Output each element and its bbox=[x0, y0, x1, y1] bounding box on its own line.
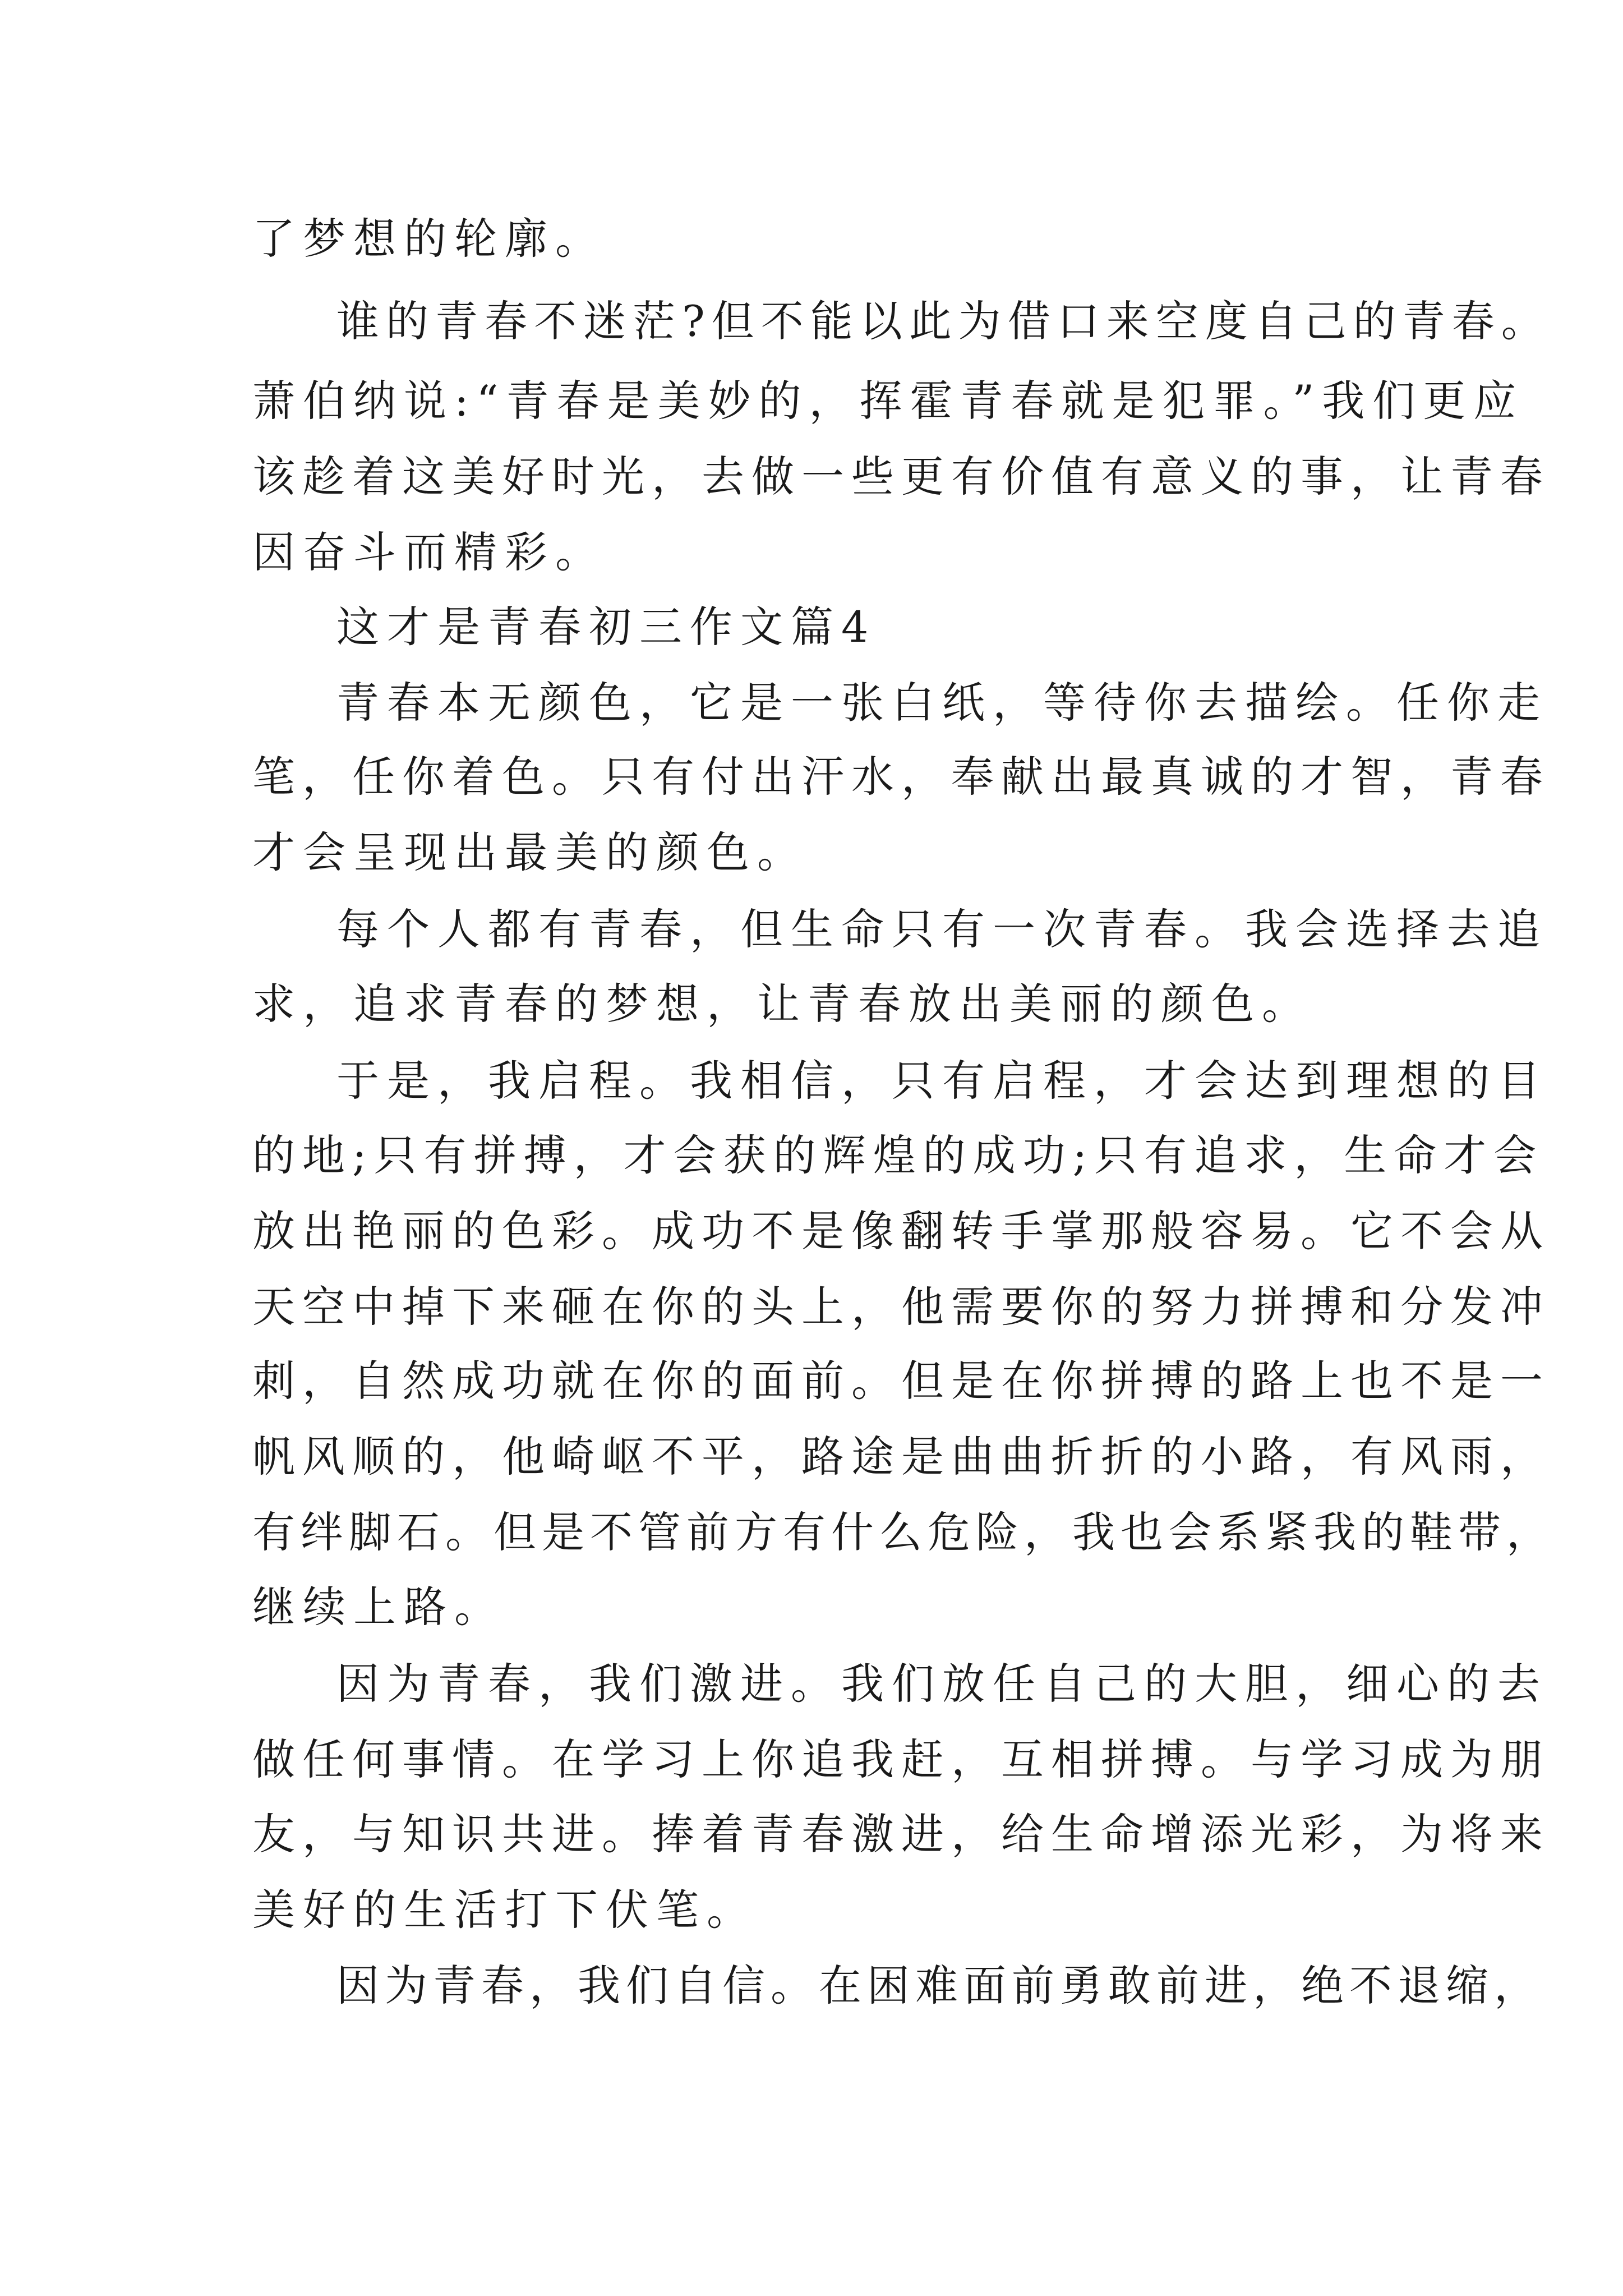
text-line: 放出艳丽的色彩。成功不是像翻转手掌那般容易。它不会从 bbox=[252, 1206, 1550, 1256]
text-line: 萧伯纳说:“青春是美妙的，挥霍青春就是犯罪。”我们更应 bbox=[252, 376, 1524, 426]
text-line: 每个人都有青春，但生命只有一次青春。我会选择去追 bbox=[336, 904, 1548, 954]
text-line: 刺，自然成功就在你的面前。但是在你拼搏的路上也不是一 bbox=[252, 1356, 1550, 1406]
text-line: 有绊脚石。但是不管前方有什么危险，我也会系紧我的鞋带， bbox=[252, 1507, 1555, 1557]
text-line: 天空中掉下来砸在你的头上，他需要你的努力拼搏和分发冲 bbox=[252, 1282, 1550, 1332]
text-line: 友，与知识共进。捧着青春激进，给生命增添光彩，为将来 bbox=[252, 1809, 1550, 1859]
text-line: 才会呈现出最美的颜色。 bbox=[252, 827, 808, 877]
text-line: 因为青春，我们自信。在困难面前勇敢前进，绝不退缩， bbox=[336, 1961, 1542, 2010]
text-line: 继续上路。 bbox=[252, 1582, 505, 1632]
text-line: 做任何事情。在学习上你追我赶，互相拼搏。与学习成为朋 bbox=[252, 1734, 1550, 1784]
text-line: 青春本无颜色，它是一张白纸，等待你去描绘。任你走 bbox=[336, 678, 1548, 728]
text-line: 了梦想的轮廓。 bbox=[252, 214, 606, 264]
text-line: 笔，任你着色。只有付出汗水，奉献出最真诚的才智，青春 bbox=[252, 752, 1550, 802]
text-line: 帆风顺的，他崎岖不平，路途是曲曲折折的小路，有风雨， bbox=[252, 1432, 1550, 1481]
text-line: 谁的青春不迷茫?但不能以此为借口来空度自己的青春。 bbox=[336, 296, 1551, 346]
text-line: 求，追求青春的梦想，让青春放出美丽的颜色。 bbox=[252, 979, 1312, 1029]
text-line: 美好的生活打下伏笔。 bbox=[252, 1885, 757, 1935]
text-line: 因奋斗而精彩。 bbox=[252, 527, 606, 577]
text-line: 的地;只有拼搏，才会获的辉煌的成功;只有追求，生命才会 bbox=[252, 1130, 1544, 1180]
text-line: 该趁着这美好时光，去做一些更有价值有意义的事，让青春 bbox=[252, 452, 1550, 501]
text-line: 于是，我启程。我相信，只有启程，才会达到理想的目 bbox=[336, 1056, 1548, 1106]
text-line: 因为青春，我们激进。我们放任自己的大胆，细心的去 bbox=[336, 1659, 1548, 1709]
section-heading: 这才是青春初三作文篇4 bbox=[336, 602, 877, 652]
